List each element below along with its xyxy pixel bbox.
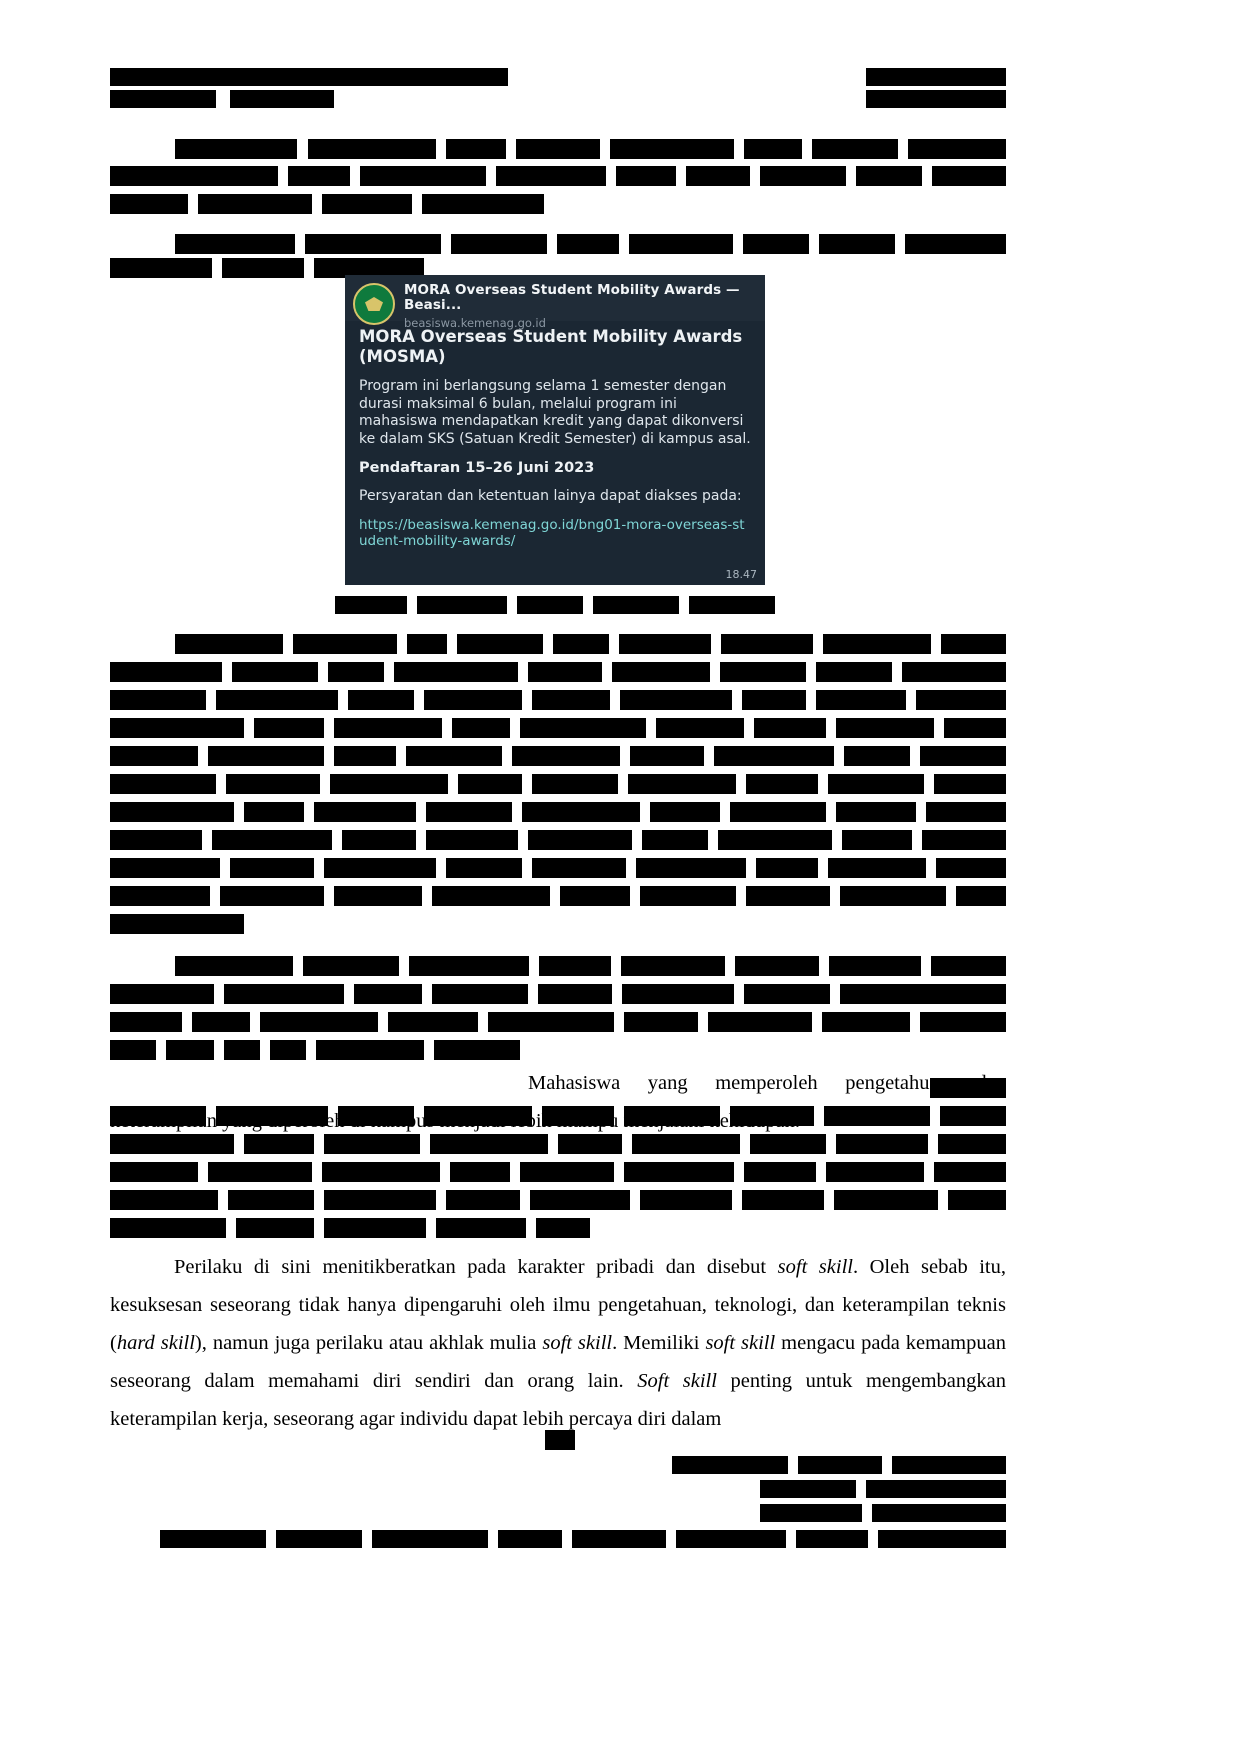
redaction-bar	[744, 984, 830, 1004]
italic-term: hard skill	[116, 1332, 195, 1354]
redaction-bar	[175, 956, 293, 976]
redaction-bar	[642, 830, 708, 850]
redaction-bar	[322, 194, 412, 214]
redaction-bar	[407, 634, 447, 654]
redaction-bar	[823, 634, 931, 654]
redaction-bar	[672, 1456, 788, 1474]
redaction-bar	[110, 830, 202, 850]
redaction-bar	[826, 1162, 924, 1182]
redaction-bar	[260, 1012, 378, 1032]
redaction-bar	[316, 1040, 424, 1060]
redaction-bar	[409, 956, 529, 976]
redaction-bar	[866, 68, 1006, 86]
redaction-bar	[446, 139, 506, 159]
redaction-bar	[516, 139, 600, 159]
redaction-bar	[721, 634, 813, 654]
redaction-bar	[322, 1162, 440, 1182]
redaction-bar	[446, 858, 522, 878]
redaction-bar	[628, 774, 736, 794]
italic-term: soft skill	[705, 1332, 776, 1354]
redaction-bar	[458, 774, 522, 794]
redaction-bar	[735, 956, 819, 976]
redaction-bar	[110, 774, 216, 794]
redaction-bar	[760, 166, 846, 186]
redaction-bar	[303, 956, 399, 976]
redaction-bar	[293, 634, 397, 654]
redaction-bar	[720, 662, 806, 682]
redaction-bar	[842, 830, 912, 850]
redaction-bar	[916, 690, 1006, 710]
redaction-bar	[457, 634, 543, 654]
redaction-bar	[538, 984, 612, 1004]
redaction-bar	[354, 984, 422, 1004]
redaction-bar	[612, 662, 710, 682]
card-header-title: MORA Overseas Student Mobility Awards — Beasi...	[404, 282, 740, 313]
redaction-bar	[226, 774, 320, 794]
redaction-bar	[629, 234, 733, 254]
redaction-bar	[622, 984, 734, 1004]
redaction-bar	[856, 166, 922, 186]
paragraph-perilaku	[110, 1248, 1006, 1438]
redaction-bar	[342, 830, 416, 850]
redaction-bar	[328, 662, 384, 682]
redaction-bar	[878, 1530, 1006, 1548]
redaction-bar	[932, 166, 1006, 186]
redaction-bar	[829, 956, 921, 976]
redaction-bar	[840, 886, 946, 906]
redaction-bar	[746, 886, 830, 906]
redaction-bar	[175, 139, 297, 159]
redaction-bar	[840, 984, 1006, 1004]
redaction-bar	[434, 1040, 520, 1060]
redaction-bar	[816, 690, 906, 710]
card-link[interactable]: https://beasiswa.kemenag.go.id/bng01-mora-overseas-student-mobility-awards/	[359, 516, 745, 549]
redaction-bar	[572, 1530, 666, 1548]
redaction-bar	[417, 596, 507, 614]
redaction-bar	[450, 1162, 510, 1182]
redaction-bar	[528, 830, 632, 850]
redaction-bar	[936, 858, 1006, 878]
redaction-bar	[743, 234, 809, 254]
redaction-bar	[926, 802, 1006, 822]
card-header	[345, 275, 765, 330]
redaction-bar	[798, 1456, 882, 1474]
redaction-bar	[110, 1162, 198, 1182]
redaction-bar	[110, 984, 214, 1004]
redaction-bar	[276, 1530, 362, 1548]
redaction-bar	[828, 858, 926, 878]
redaction-bar	[650, 802, 720, 822]
redaction-bar	[436, 1218, 526, 1238]
card-body	[345, 321, 765, 554]
redaction-bar	[866, 1480, 1006, 1498]
redaction-bar	[892, 1456, 1006, 1474]
redaction-bar	[335, 596, 407, 614]
redaction-bar	[270, 1040, 306, 1060]
paragraph-text-segment: mengacu pada kemampuan seseorang dalam memahami diri sendiri dan orang lain.	[110, 1332, 1006, 1392]
redaction-bar	[512, 746, 620, 766]
redaction-bar	[630, 746, 704, 766]
redaction-bar	[756, 858, 818, 878]
redaction-bar	[530, 1190, 630, 1210]
card-header-text	[404, 283, 755, 331]
redaction-bar	[553, 634, 609, 654]
redaction-bar	[110, 1218, 226, 1238]
redaction-bar	[908, 139, 1006, 159]
redaction-bar	[244, 802, 304, 822]
redaction-bar	[388, 1012, 478, 1032]
redaction-bar	[348, 690, 414, 710]
redaction-bar	[656, 718, 744, 738]
redaction-bar	[714, 746, 834, 766]
redaction-bar	[676, 1530, 786, 1548]
redaction-bar	[496, 166, 606, 186]
redaction-bar	[224, 1040, 260, 1060]
redaction-bar	[718, 830, 832, 850]
redaction-bar	[224, 984, 344, 1004]
redaction-bar	[230, 858, 314, 878]
redaction-bar	[110, 90, 216, 108]
redaction-bar	[110, 802, 234, 822]
redaction-bar	[372, 1530, 488, 1548]
redaction-bar	[517, 596, 583, 614]
redaction-bar	[616, 166, 676, 186]
redaction-bar	[754, 718, 826, 738]
redaction-bar	[828, 774, 924, 794]
redaction-bar	[640, 1190, 732, 1210]
redaction-bar	[220, 886, 324, 906]
redaction-bar	[232, 662, 318, 682]
paragraph-text-segment: Perilaku di sini menitikberatkan pada karakter pribadi dan disebut	[174, 1256, 778, 1278]
redaction-bar	[624, 1012, 698, 1032]
redaction-bar	[819, 234, 895, 254]
redaction-bar	[110, 166, 278, 186]
redaction-bar	[520, 1162, 614, 1182]
redaction-bar	[620, 690, 732, 710]
redaction-bar	[208, 1162, 312, 1182]
redaction-bar	[334, 746, 396, 766]
card-requirements-text: Persyaratan dan ketentuan lainya dapat diakses pada:	[359, 488, 742, 504]
redaction-bar	[288, 166, 350, 186]
paragraph-text-segment: . Memiliki	[612, 1332, 706, 1354]
redaction-bar	[931, 956, 1006, 976]
redaction-bar	[557, 234, 619, 254]
redaction-bar	[305, 234, 441, 254]
redaction-bar	[110, 690, 206, 710]
redaction-bar	[488, 1012, 614, 1032]
redaction-bar	[905, 234, 1006, 254]
redaction-bar	[593, 596, 679, 614]
redaction-bar	[110, 746, 198, 766]
paragraph-mahasiswa-text: Mahasiswa yang memperoleh pengetahuan dan keterampilan yang diperoleh di kampus menjadi lebih mampu menjalani kehidupan.	[110, 1072, 1006, 1132]
card-header-url: beasiswa.kemenag.go.id	[404, 316, 546, 330]
redaction-bar	[621, 956, 725, 976]
redaction-bar	[175, 634, 283, 654]
redaction-bar	[902, 662, 1006, 682]
redaction-bar	[836, 802, 916, 822]
redaction-bar	[314, 802, 416, 822]
redaction-bar	[624, 1162, 734, 1182]
card-timestamp: 18.47	[725, 568, 757, 581]
redaction-bar	[948, 1190, 1006, 1210]
redaction-bar	[742, 690, 806, 710]
redaction-bar	[110, 1040, 156, 1060]
italic-term: Soft skill	[637, 1370, 717, 1392]
redaction-bar	[110, 258, 212, 278]
redaction-bar	[920, 1012, 1006, 1032]
redaction-bar	[230, 90, 334, 108]
redaction-bar	[360, 166, 486, 186]
redaction-bar	[110, 718, 244, 738]
redaction-bar	[528, 662, 602, 682]
redaction-bar	[610, 139, 734, 159]
redaction-bar	[522, 802, 640, 822]
redaction-bar	[424, 690, 522, 710]
redaction-bar	[619, 634, 711, 654]
redaction-bar	[746, 774, 818, 794]
redaction-bar	[872, 1504, 1006, 1522]
redaction-bar	[422, 194, 544, 214]
embedded-screenshot-card	[345, 275, 765, 585]
redaction-bar	[175, 234, 295, 254]
redaction-bar	[532, 858, 626, 878]
redaction-bar	[324, 1190, 436, 1210]
redaction-bar	[330, 774, 448, 794]
redaction-bar	[760, 1504, 862, 1522]
redaction-bar	[110, 886, 210, 906]
redaction-bar	[208, 746, 324, 766]
redaction-bar	[708, 1012, 812, 1032]
redaction-bar	[236, 1218, 314, 1238]
card-heading: MORA Overseas Student Mobility Awards (MOSMA)	[359, 327, 743, 366]
redaction-bar	[689, 596, 775, 614]
paragraph-mahasiswa	[110, 1064, 1006, 1140]
redaction-bar	[216, 690, 338, 710]
redaction-bar	[532, 774, 618, 794]
redaction-bar	[228, 1190, 314, 1210]
redaction-bar	[560, 886, 630, 906]
redaction-bar	[760, 1480, 856, 1498]
redaction-bar	[426, 830, 518, 850]
redaction-bar	[166, 1040, 214, 1060]
redaction-bar	[866, 90, 1006, 108]
redaction-bar	[812, 139, 898, 159]
redaction-bar	[836, 718, 934, 738]
redaction-bar	[110, 194, 188, 214]
redaction-bar	[498, 1530, 562, 1548]
redaction-bar	[844, 746, 910, 766]
redaction-bar	[934, 1162, 1006, 1182]
redaction-bar	[920, 746, 1006, 766]
kemenag-logo-icon	[353, 283, 395, 325]
redaction-bar	[432, 886, 550, 906]
paragraph-text-segment: . Oleh sebab itu, kesuksesan seseorang tidak hanya dipengaruhi oleh ilmu pengetahuan, teknologi, dan keterampilan teknis (	[110, 1256, 1006, 1354]
redaction-bar	[426, 802, 512, 822]
redaction-bar	[254, 718, 324, 738]
redaction-bar	[324, 858, 436, 878]
redaction-bar	[944, 718, 1006, 738]
redaction-bar	[730, 802, 826, 822]
redaction-bar	[532, 690, 610, 710]
redaction-bar	[816, 662, 892, 682]
redaction-bar	[822, 1012, 910, 1032]
redaction-bar	[110, 914, 244, 934]
redaction-bar	[446, 1190, 520, 1210]
redaction-bar	[432, 984, 528, 1004]
redaction-bar	[640, 886, 736, 906]
redaction-bar	[539, 956, 611, 976]
redaction-bar	[686, 166, 750, 186]
italic-term: soft skill	[542, 1332, 613, 1354]
redaction-bar	[212, 830, 332, 850]
paragraph-text-segment: ), namun juga perilaku atau akhlak mulia	[194, 1332, 543, 1354]
redaction-bar	[956, 886, 1006, 906]
redaction-bar	[451, 234, 547, 254]
redaction-bar	[941, 634, 1006, 654]
redaction-bar	[110, 68, 508, 86]
redaction-bar	[796, 1530, 868, 1548]
redaction-bar	[744, 139, 802, 159]
redaction-bar	[308, 139, 436, 159]
redaction-bar	[334, 718, 442, 738]
redaction-bar	[394, 662, 518, 682]
redaction-bar	[834, 1190, 938, 1210]
redaction-bar	[742, 1190, 824, 1210]
redaction-bar	[406, 746, 502, 766]
redaction-bar	[192, 1012, 250, 1032]
card-description: Program ini berlangsung selama 1 semester dengan durasi maksimal 6 bulan, melalui program ini mahasiswa mendapatkan kredit yang dapat dikonversi ke dalam SKS (Satuan Kredit Semester) di kampus asal.	[359, 378, 751, 447]
redaction-bar	[536, 1218, 590, 1238]
redaction-bar	[636, 858, 746, 878]
card-registration-date: Pendaftaran 15–26 Juni 2023	[359, 460, 595, 476]
italic-term: soft skill	[777, 1256, 853, 1278]
redaction-bar	[744, 1162, 816, 1182]
redaction-bar	[922, 830, 1006, 850]
redaction-bar	[222, 258, 304, 278]
redaction-bar	[160, 1530, 266, 1548]
redaction-bar	[110, 662, 222, 682]
redaction-bar	[110, 1012, 182, 1032]
redaction-bar	[198, 194, 312, 214]
redaction-bar	[334, 886, 422, 906]
redaction-bar	[934, 774, 1006, 794]
paragraph-text-segment: penting untuk mengembangkan keterampilan kerja, seseorang agar individu dapat lebih percaya diri dalam	[110, 1370, 1006, 1430]
redaction-bar	[110, 858, 220, 878]
redaction-bar	[110, 1190, 218, 1210]
redaction-bar	[520, 718, 646, 738]
redaction-bar	[324, 1218, 426, 1238]
redaction-bar	[452, 718, 510, 738]
